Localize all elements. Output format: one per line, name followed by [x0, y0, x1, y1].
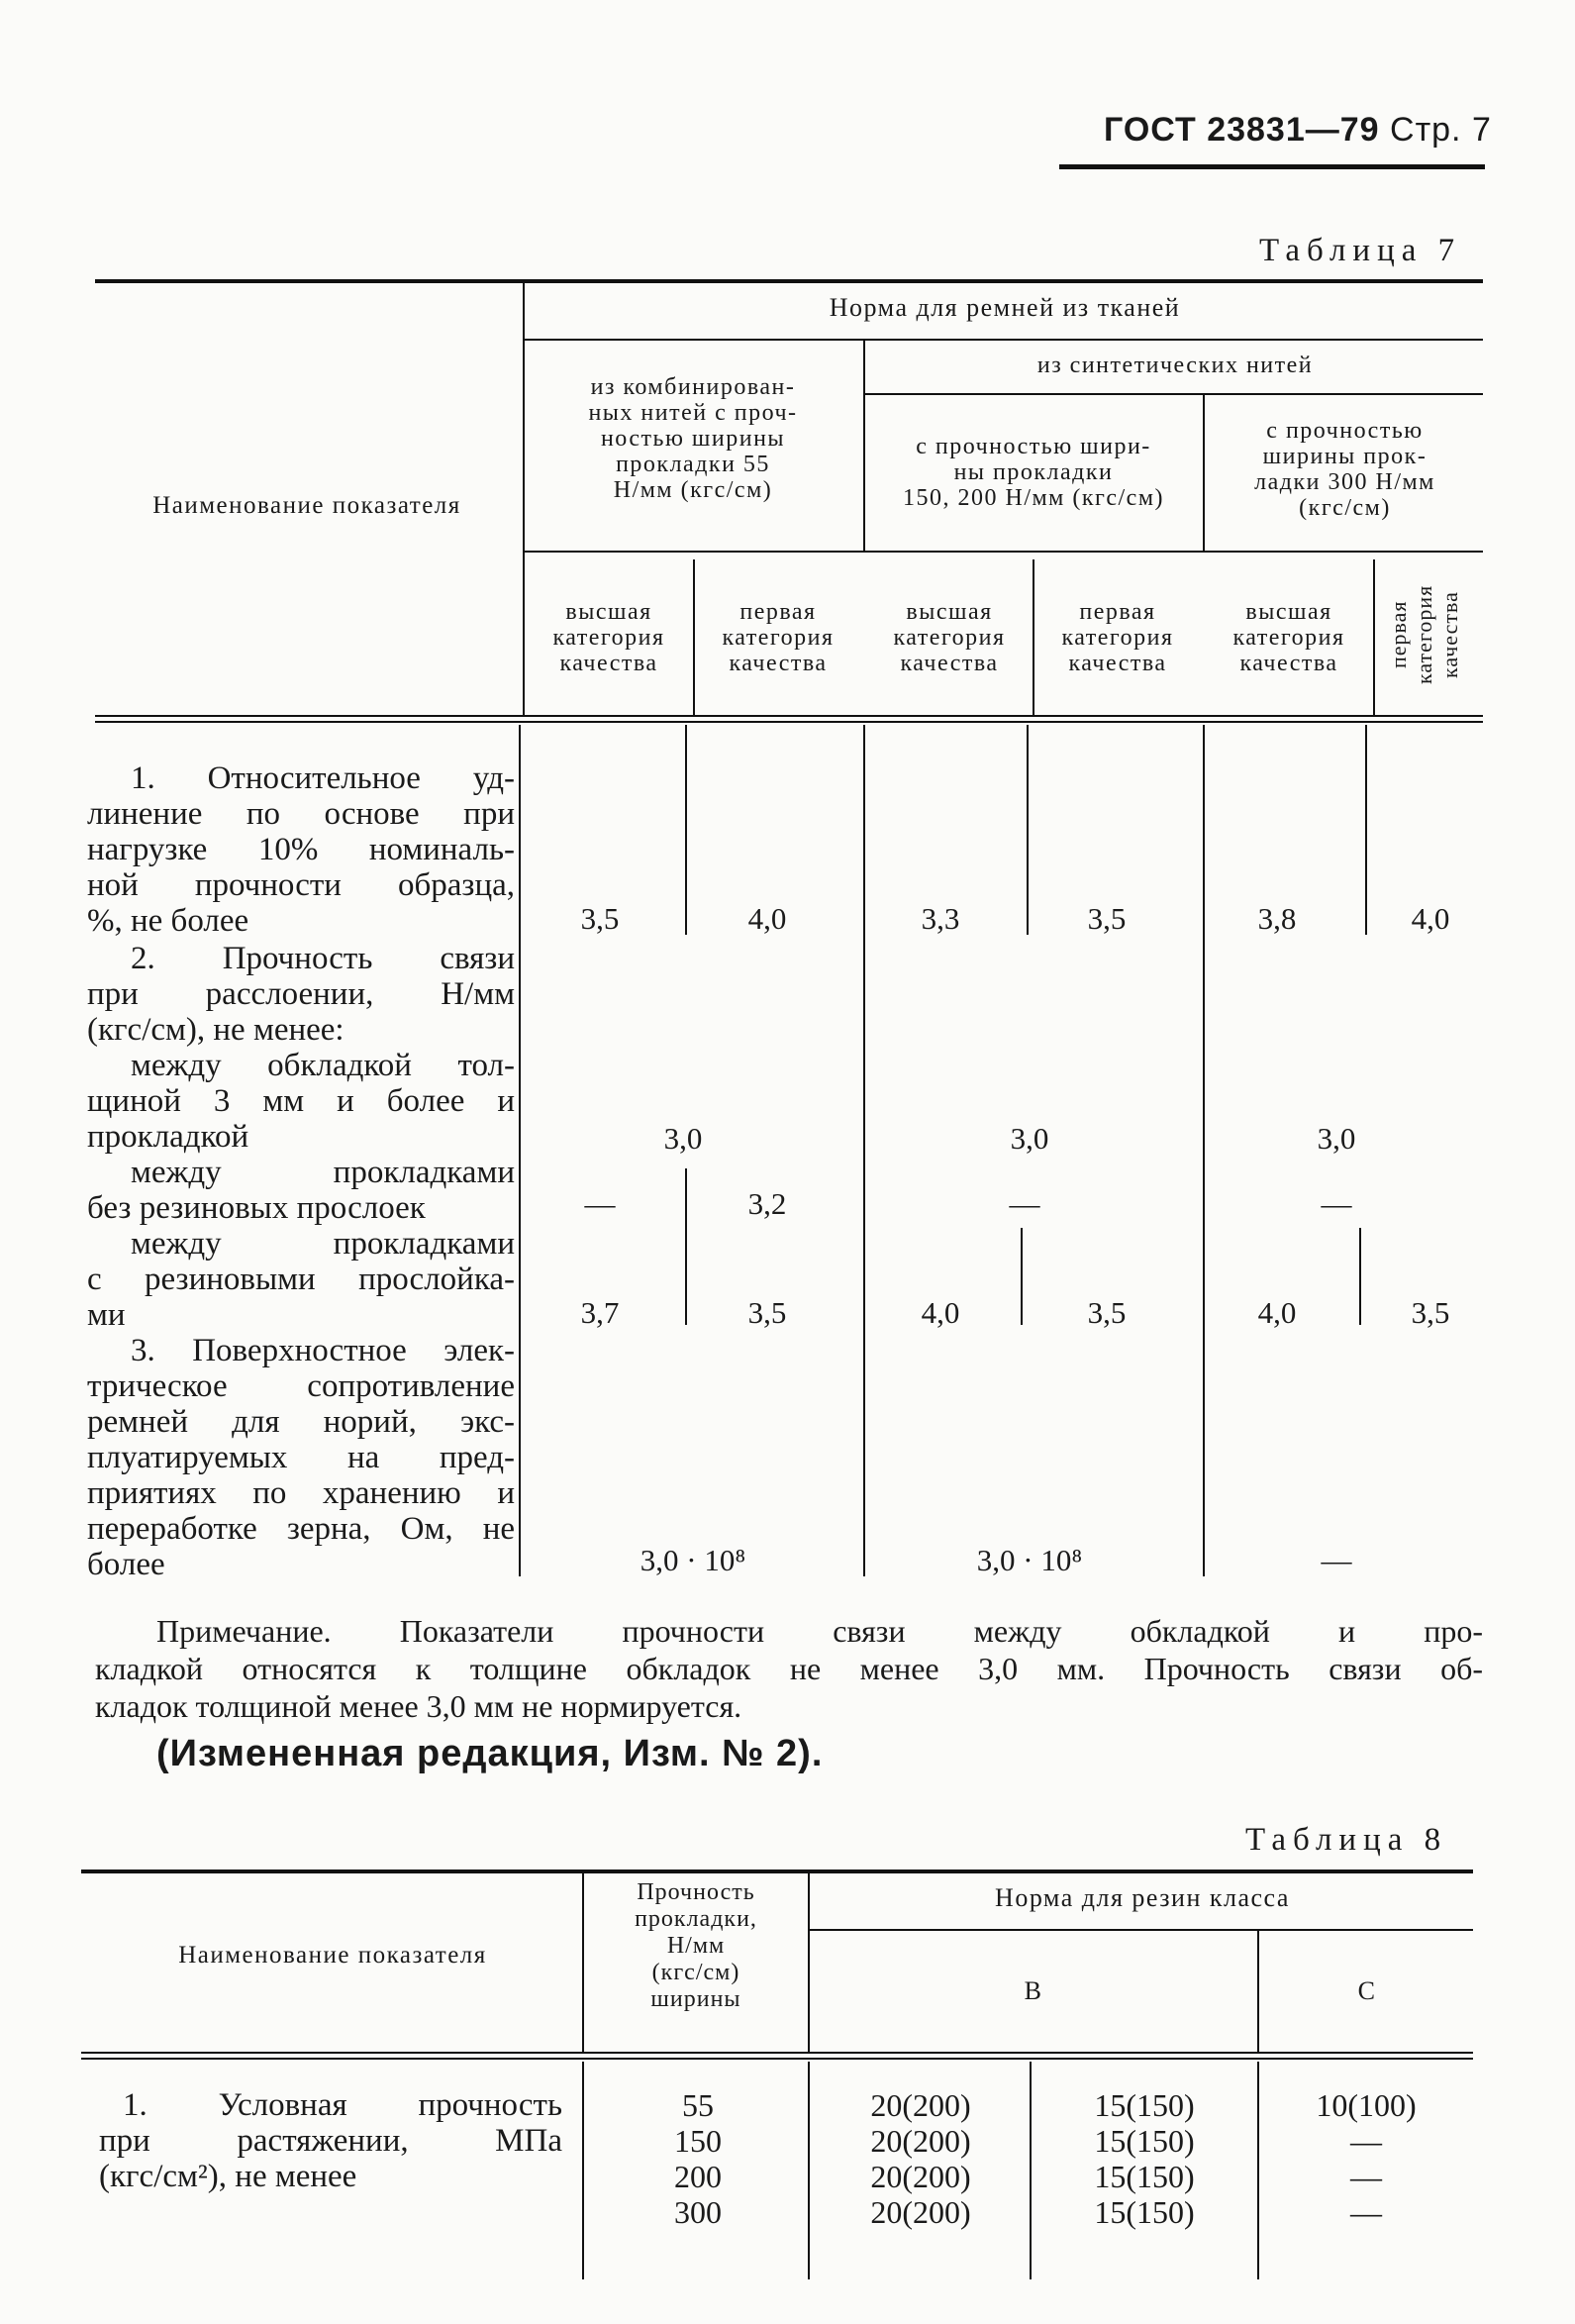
note-l2: кладкой относятся к толщине обкладок не менее 3,0 мм. Прочность связи об-	[95, 1651, 1483, 1686]
t8-col-name: Наименование показателя	[178, 1942, 487, 1969]
t7-row2a-v1: 3,0	[663, 1121, 703, 1156]
t7-rule-cats	[525, 551, 1483, 553]
t7-row3-l2: трическое сопротивление	[87, 1368, 515, 1404]
t7-syn150-header	[867, 434, 1200, 511]
t7-cat-high-1	[527, 599, 691, 676]
t7-row2c-label	[87, 1226, 515, 1333]
page-header	[1104, 111, 1492, 150]
t8-c-v3: —	[1350, 2159, 1382, 2194]
t7-body-vline-c5-a	[1365, 725, 1367, 935]
t7-row2c-v3: 4,0	[921, 1295, 960, 1330]
t7-row2-label	[87, 941, 515, 1048]
t7-syn300-l1: с прочностью	[1266, 418, 1424, 444]
t7-cat-first-1-l1: первая	[739, 599, 817, 625]
t7-row3-label	[87, 1333, 515, 1582]
t8-class-b: В	[1024, 1976, 1043, 2005]
t7-rule-norm	[525, 339, 1483, 341]
t7-row2a-l3: прокладкой	[87, 1119, 249, 1155]
t7-cat-high-1-l1: высшая	[565, 599, 652, 625]
t7-syn150-l3: 150, 200 Н/мм (кгс/см)	[902, 485, 1165, 511]
t8-body-vline-strength	[808, 2062, 810, 2279]
t8-b2-v2: 15(150)	[1094, 2123, 1195, 2159]
t7-row2c-l2: с резиновыми прослойка-	[87, 1262, 515, 1297]
t7-syn150-l1: с прочностью шири-	[916, 434, 1151, 459]
t7-body-vline-c1-b	[685, 1168, 687, 1325]
t7-syn300-l4: (кгс/см)	[1299, 495, 1391, 521]
t7-row1-l5: %, не более	[87, 903, 249, 939]
t7-row3-v3: —	[1321, 1543, 1352, 1577]
t8-vline-classc	[1257, 1931, 1259, 2052]
t7-rule-synthetic	[865, 393, 1483, 395]
t8-rule-norm	[810, 1929, 1473, 1931]
t7-body-vline-combined	[863, 725, 865, 1576]
t8-body-vline-b	[1030, 2062, 1032, 2279]
t8-strength-l2: прокладки,	[635, 1906, 757, 1932]
t7-cat-first-1	[695, 599, 861, 676]
t7-row1-l1: 1. Относительное уд-	[131, 760, 515, 796]
t7-row2b-v3: —	[1009, 1186, 1040, 1221]
t8-col-strength	[586, 1879, 806, 2013]
t7-body-vline-syn300	[1203, 725, 1205, 1576]
t7-combined-header	[527, 374, 859, 503]
t7-body-vline-name	[519, 725, 521, 1576]
t7-row2c-v1: 3,7	[580, 1295, 620, 1330]
table7-caption: Таблица 7	[1259, 233, 1462, 268]
t7-combined-l4: прокладки 55	[616, 452, 770, 477]
t8-c-v2: —	[1350, 2123, 1382, 2159]
t7-norm-header: Норма для ремней из тканей	[829, 293, 1181, 322]
t8-strength-l4: (кгс/см)	[651, 1960, 740, 1985]
t7-row2b-l2: без резиновых прослоек	[87, 1190, 426, 1226]
t7-syn300-header	[1207, 418, 1483, 521]
t7-syn300-l3: ладки 300 Н/мм	[1254, 469, 1435, 495]
t7-row1-v1: 3,5	[580, 901, 620, 936]
t7-vline-combined	[863, 341, 865, 551]
t8-vline-strength	[808, 1873, 810, 2052]
t7-row2a-v2: 3,0	[1010, 1121, 1049, 1156]
t7-row2c-v4: 3,5	[1087, 1295, 1127, 1330]
t7-row2b-v2: 3,2	[747, 1186, 787, 1221]
t7-syn150-l2: ны прокладки	[953, 459, 1114, 485]
t7-row1-v4: 3,5	[1087, 901, 1127, 936]
t7-header-rule-1	[95, 715, 1483, 717]
t8-strength-v2: 150	[674, 2123, 722, 2159]
t7-vline-syn300	[1203, 395, 1205, 551]
t7-body-vline-c3-b	[1021, 1228, 1023, 1325]
t8-body-vline-name	[582, 2062, 584, 2279]
t8-header-rule-2	[81, 2058, 1473, 2060]
table8-top-rule	[81, 1869, 1473, 1873]
table7-top-rule	[95, 279, 1483, 283]
t8-b1-values	[832, 2087, 1010, 2230]
t7-row2b-v4: —	[1321, 1186, 1352, 1221]
t7-cat-high-2-l1: высшая	[906, 599, 993, 625]
t7-cat-high-3-l1: высшая	[1245, 599, 1332, 625]
t7-row2c-l3: ми	[87, 1297, 126, 1333]
t7-row2b-v1: —	[584, 1186, 616, 1221]
t7-cat-first-1-l3: качества	[729, 651, 828, 676]
t8-strength-l3: Н/мм	[666, 1933, 726, 1959]
t7-row1-l4: ной прочности образца,	[87, 867, 515, 903]
t7-row2-l1: 2. Прочность связи	[131, 941, 515, 976]
t7-col-name: Наименование показателя	[152, 492, 461, 519]
t7-cat-high-3-l3: качества	[1239, 651, 1338, 676]
t8-body-vline-c	[1257, 2062, 1259, 2279]
t7-cat-high-1-l2: категория	[552, 625, 665, 651]
t7-row3-l6: переработке зерна, Ом, не	[87, 1511, 515, 1547]
t8-b1-v1: 20(200)	[870, 2087, 971, 2123]
t8-strength-v3: 200	[674, 2159, 722, 2194]
t7-cat-high-3-l2: категория	[1232, 625, 1345, 651]
t7-row2c-l1: между прокладками	[131, 1226, 515, 1262]
t7-row1-label	[87, 760, 515, 939]
t7-cat-high-2-l3: качества	[900, 651, 999, 676]
t7-body-vline-c5-b	[1359, 1228, 1361, 1325]
t8-strength-l5: ширины	[650, 1986, 741, 2012]
t7-row2a-l2: щиной 3 мм и более и	[87, 1083, 515, 1119]
t7-vline-c5	[1373, 559, 1375, 715]
t8-c-v1: 10(100)	[1316, 2087, 1417, 2123]
t7-cat-first-3: первая категория качества	[1386, 584, 1462, 685]
t8-strength-v1: 55	[682, 2087, 714, 2123]
t8-strength-values	[614, 2087, 782, 2230]
t8-row1-l1: 1. Условная прочность	[123, 2087, 562, 2123]
t7-row1-v5: 3,8	[1257, 901, 1297, 936]
gost-number: ГОСТ 23831—79	[1104, 111, 1380, 149]
t7-row3-v2: 3,0 · 10⁸	[976, 1543, 1083, 1577]
t7-combined-l5: Н/мм (кгс/см)	[613, 477, 773, 503]
t7-cat-first-2-l3: качества	[1068, 651, 1167, 676]
t7-combined-l2: ных нитей с проч-	[588, 400, 798, 426]
t7-row3-v1: 3,0 · 10⁸	[640, 1543, 746, 1577]
t8-b2-v3: 15(150)	[1094, 2159, 1195, 2194]
t7-row2b-l1: между прокладками	[131, 1155, 515, 1190]
t8-c-v4: —	[1350, 2194, 1382, 2230]
t7-syn300-l2: ширины прок-	[1262, 444, 1427, 469]
t7-row1-v6: 4,0	[1411, 901, 1450, 936]
t8-strength-l1: Прочность	[637, 1879, 755, 1905]
t7-header-rule-2	[95, 721, 1483, 723]
t8-row1-l3: (кгс/см²), не менее	[99, 2159, 357, 2194]
t7-vline-name	[523, 283, 525, 715]
t7-row1-l2: линение по основе при	[87, 796, 515, 832]
t8-strength-v4: 300	[674, 2194, 722, 2230]
note-l3: кладок толщиной менее 3,0 мм не нормируется.	[95, 1688, 742, 1724]
t8-norm-header: Норма для резин класса	[995, 1883, 1290, 1912]
t8-b1-v3: 20(200)	[870, 2159, 971, 2194]
t8-vline-name	[582, 1873, 584, 2052]
t7-cat-first-2-l2: категория	[1061, 625, 1174, 651]
t7-row2-l3: (кгс/см), не менее:	[87, 1012, 345, 1048]
t7-row2-l2: при расслоении, Н/мм	[87, 976, 515, 1012]
t7-body-vline-c3-a	[1027, 725, 1029, 935]
t7-row3-l5: приятиях по хранению и	[87, 1475, 515, 1511]
t7-row3-l4: плуатируемых на пред-	[87, 1440, 515, 1475]
t7-cat-high-2	[867, 599, 1032, 676]
t7-row2c-v6: 3,5	[1411, 1295, 1450, 1330]
t7-body-vline-c1-a	[685, 725, 687, 935]
t7-row1-l3: нагрузке 10% номиналь-	[87, 832, 515, 867]
t7-cat-high-3	[1207, 599, 1371, 676]
t7-row3-l1: 3. Поверхностное элек-	[131, 1333, 515, 1368]
t7-synthetic-header: из синтетических нитей	[1036, 353, 1314, 378]
t7-row1-v2: 4,0	[747, 901, 787, 936]
t7-cat-first-2-l1: первая	[1079, 599, 1156, 625]
t7-row2a-l1: между обкладкой тол-	[131, 1048, 515, 1083]
t7-row2c-v2: 3,5	[747, 1295, 787, 1330]
t7-row2a-label	[87, 1048, 515, 1155]
t7-combined-l1: из комбинирован-	[590, 374, 796, 400]
t8-b1-v4: 20(200)	[870, 2194, 971, 2230]
t7-cat-first-2	[1034, 599, 1201, 676]
page-number: Стр. 7	[1390, 111, 1492, 149]
t8-class-c: С	[1357, 1976, 1377, 2005]
t7-cat-high-2-l2: категория	[893, 625, 1006, 651]
t7-cat-first-1-l2: категория	[722, 625, 835, 651]
t8-c-values	[1277, 2087, 1455, 2230]
t8-b1-v2: 20(200)	[870, 2123, 971, 2159]
table8-caption: Таблица 8	[1245, 1822, 1448, 1858]
edition-note: (Измененная редакция, Изм. № 2).	[156, 1733, 824, 1774]
t7-row3-l3: ремней для норий, экс-	[87, 1404, 515, 1440]
t7-row3-l7: более	[87, 1547, 165, 1582]
t7-row2c-v5: 4,0	[1257, 1295, 1297, 1330]
t8-header-rule-1	[81, 2052, 1473, 2054]
t7-cat-high-1-l3: качества	[559, 651, 658, 676]
t7-row1-v3: 3,3	[921, 901, 960, 936]
t8-row1-l2: при растяжении, МПа	[99, 2123, 562, 2159]
t7-combined-l3: ностью ширины	[600, 426, 786, 452]
note	[95, 1612, 1483, 1725]
t7-row2a-v3: 3,0	[1317, 1121, 1356, 1156]
t8-b2-v4: 15(150)	[1094, 2194, 1195, 2230]
t8-b2-values	[1055, 2087, 1233, 2230]
note-l1: Примечание. Показатели прочности связи между обкладкой и про-	[156, 1613, 1483, 1649]
t8-row1-label	[99, 2087, 562, 2194]
header-rule	[1059, 164, 1485, 169]
t8-b2-v1: 15(150)	[1094, 2087, 1195, 2123]
t7-row2b-label	[87, 1155, 515, 1226]
